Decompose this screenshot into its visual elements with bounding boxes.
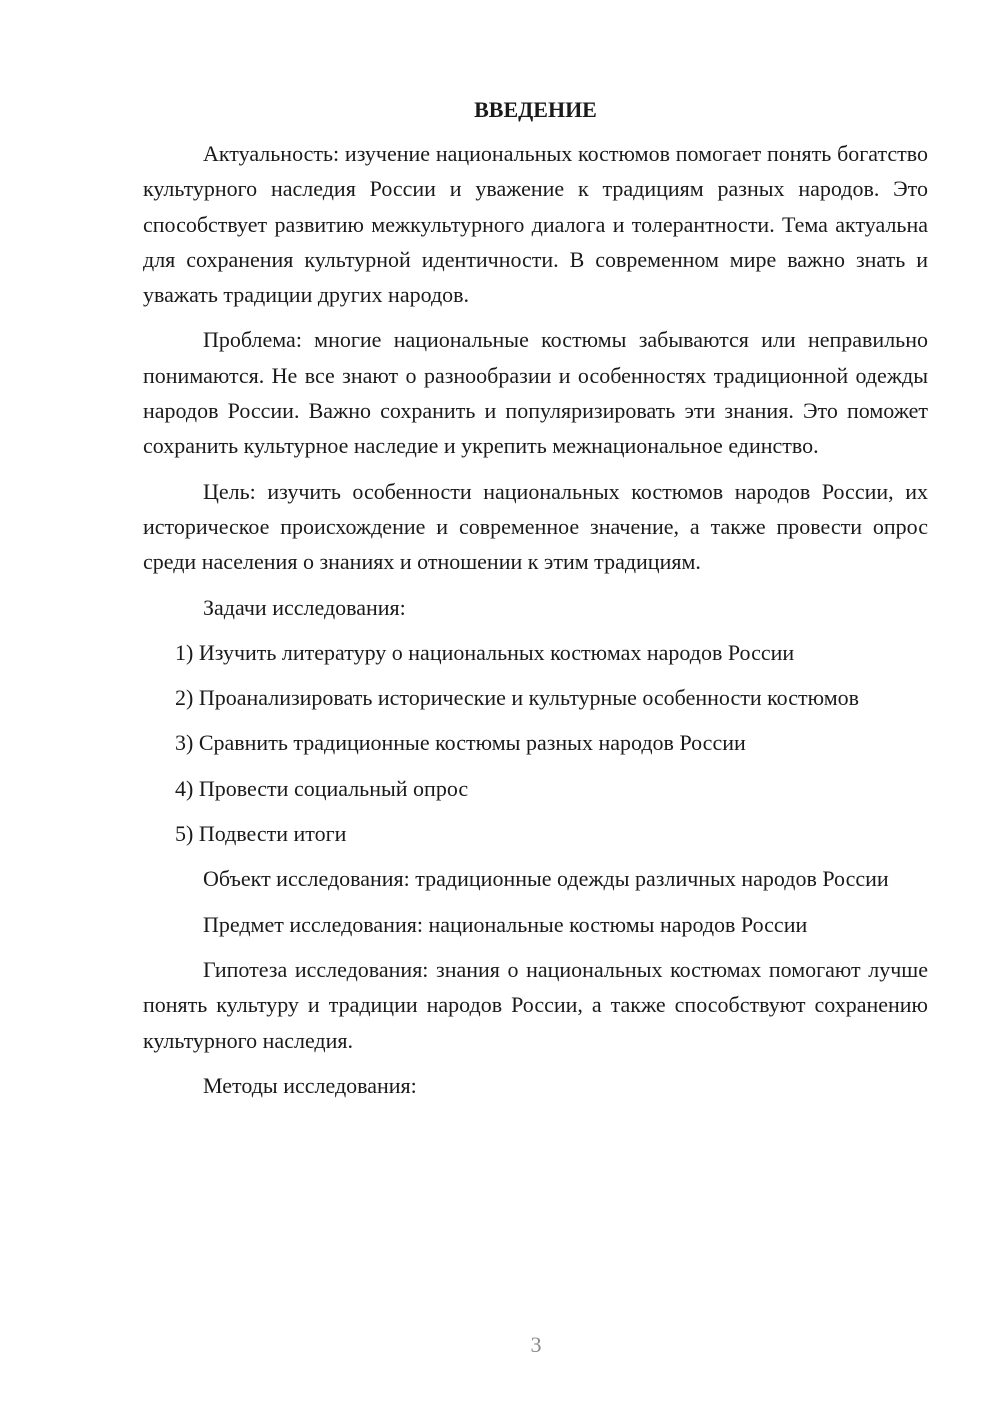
hypothesis-paragraph: Гипотеза исследования: знания о национальных костюмах помогают лучше понять культуру и традиции народов России, а также способствуют сохранению культурного наследия. bbox=[143, 956, 928, 1053]
task-item-3: 3) Сравнить традиционные костюмы разных народов России bbox=[175, 730, 746, 756]
goal-paragraph: Цель: изучить особенности национальных костюмов народов России, их историческое происхождение и современное значение, а также провести опрос среди населения о знаниях и отношении к этим традициям. bbox=[143, 478, 928, 575]
tasks-heading: Задачи исследования: bbox=[203, 594, 406, 620]
task-item-1: 1) Изучить литературу о национальных костюмах народов России bbox=[175, 639, 795, 665]
methods-heading: Методы исследования: bbox=[203, 1072, 417, 1098]
page-number: 3 bbox=[530, 1332, 542, 1357]
page-title: ВВЕДЕНИЕ bbox=[474, 97, 597, 122]
problem-paragraph: Проблема: многие национальные костюмы забываются или неправильно понимаются. Не все знают о разнообразии и особенностях традиционной одежды народов России. Важно сохранить и популяризировать эти знания. Это поможет сохранить культурное наследие и укрепить межнациональное единство. bbox=[143, 327, 928, 459]
object-paragraph: Объект исследования: традиционные одежды различных народов России bbox=[203, 866, 889, 892]
relevance-paragraph: Актуальность: изучение национальных костюмов помогает понять богатство культурного наследия России и уважение к традициям разных народов. Это способствует развитию межкультурного диалога и толерантности. Тема актуальна для сохранения культурной идентичности. В современном мире важно знать и уважать традиции других народов. bbox=[143, 141, 928, 308]
document-page bbox=[143, 92, 928, 1113]
subject-paragraph: Предмет исследования: национальные костюмы народов России bbox=[203, 911, 808, 937]
task-item-4: 4) Провести социальный опрос bbox=[175, 775, 469, 801]
task-item-5: 5) Подвести итоги bbox=[175, 821, 347, 847]
task-item-2: 2) Проанализировать исторические и культурные особенности костюмов bbox=[175, 685, 860, 711]
